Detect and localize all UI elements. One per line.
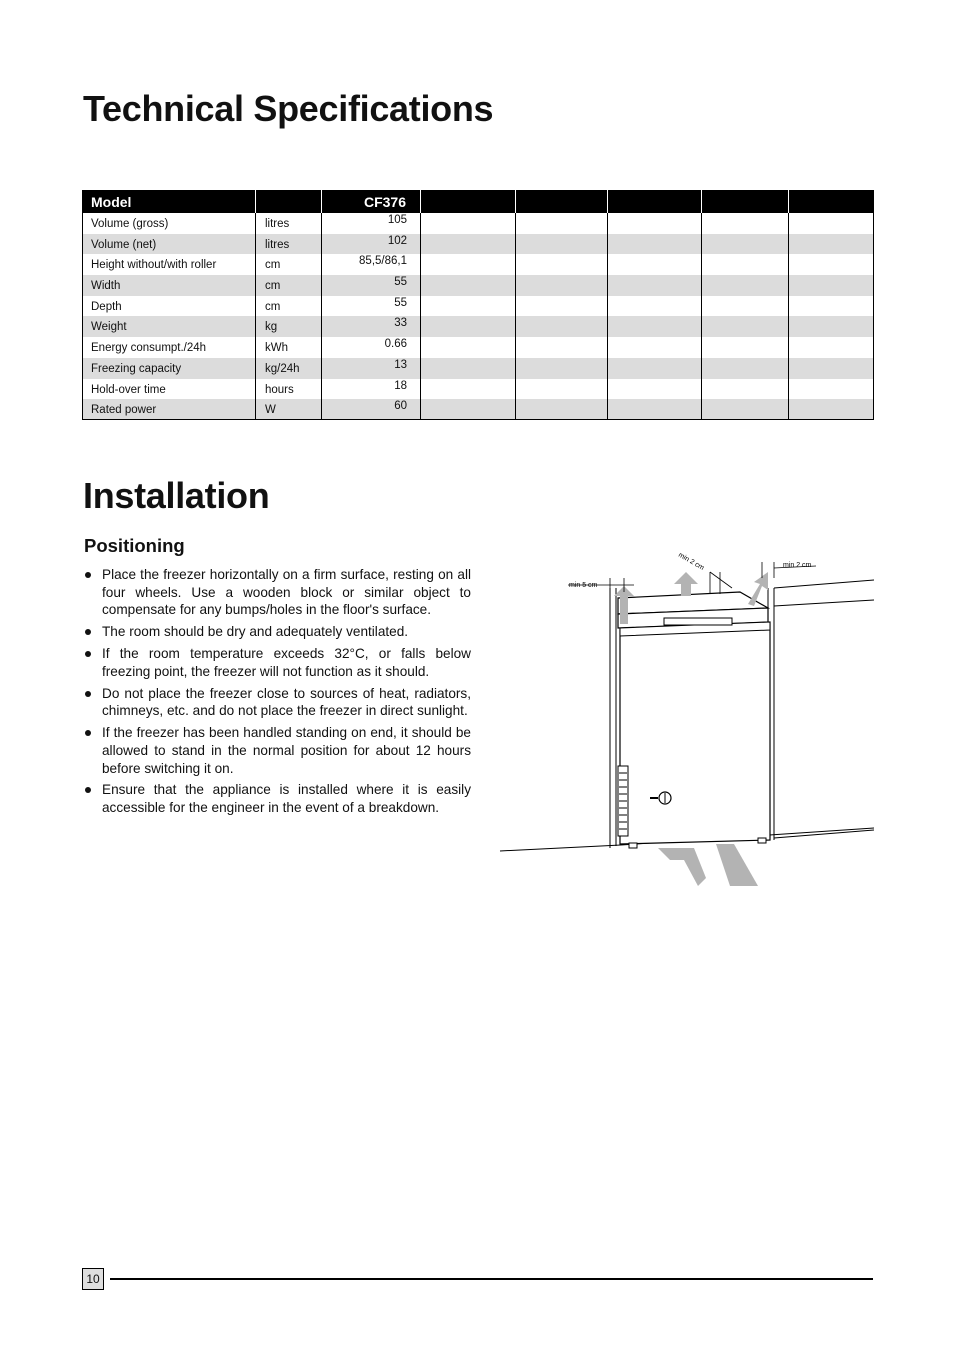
- empty-cell: [789, 234, 874, 255]
- empty-cell: [789, 316, 874, 337]
- empty-cell: [789, 337, 874, 358]
- spec-name-cell: Weight: [83, 316, 256, 337]
- spec-name-cell: Width: [83, 275, 256, 296]
- empty-cell: [608, 358, 702, 379]
- airflow-up-arrow-center: [674, 572, 698, 596]
- empty-cell: [516, 379, 608, 400]
- spec-value-cell: 102: [322, 234, 421, 255]
- empty-cell: [702, 399, 789, 420]
- empty-cell: [421, 379, 516, 400]
- list-item-text: Do not place the freezer close to sources of heat, radiators, chimneys, etc. and do not place the freezer in direct sunlight.: [102, 685, 471, 719]
- table-row: [83, 254, 874, 275]
- empty-cell: [702, 296, 789, 317]
- spec-name-cell: Hold-over time: [83, 379, 256, 400]
- empty-cell: [608, 296, 702, 317]
- empty-cell: [516, 296, 608, 317]
- spec-name-cell: Height without/with roller: [83, 254, 256, 275]
- table-row: [83, 358, 874, 379]
- empty-cell: [702, 358, 789, 379]
- empty-cell: [421, 275, 516, 296]
- empty-cell: [702, 275, 789, 296]
- empty-cell: [702, 379, 789, 400]
- empty-cell: [608, 379, 702, 400]
- bullet-icon: [85, 730, 91, 736]
- table-row: [83, 275, 874, 296]
- empty-cell: [789, 275, 874, 296]
- bullet-icon: [85, 651, 91, 657]
- empty-cell: [608, 337, 702, 358]
- empty-cell: [702, 337, 789, 358]
- specifications-table: [82, 190, 874, 420]
- empty-cell: [789, 379, 874, 400]
- bullet-icon: [85, 629, 91, 635]
- empty-cell: [702, 234, 789, 255]
- spec-unit-cell: W: [256, 399, 322, 420]
- empty-cell: [421, 316, 516, 337]
- header-empty-col: [516, 190, 608, 213]
- empty-cell: [608, 254, 702, 275]
- empty-cell: [516, 275, 608, 296]
- table-row: [83, 234, 874, 255]
- empty-cell: [702, 254, 789, 275]
- empty-cell: [516, 316, 608, 337]
- list-item: [84, 685, 471, 720]
- list-item-text: Place the freezer horizontally on a firm surface, resting on all four wheels. Use a wooden block or similar object to compensate for any bumps/holes in the floor's surface.: [102, 567, 471, 618]
- empty-cell: [608, 234, 702, 255]
- list-item: [84, 623, 471, 641]
- spec-value-cell: 18: [322, 379, 421, 400]
- header-model-value: CF376: [322, 190, 421, 213]
- empty-cell: [702, 316, 789, 337]
- spec-value-cell: 60: [322, 399, 421, 420]
- page-title-technical-specifications: Technical Specifications: [83, 88, 494, 129]
- dimension-line-top: [710, 572, 732, 588]
- spec-unit-cell: kWh: [256, 337, 322, 358]
- spec-unit-cell: kg/24h: [256, 358, 322, 379]
- list-item-text: The room should be dry and adequately ventilated.: [102, 624, 409, 640]
- empty-cell: [421, 358, 516, 379]
- spec-name-cell: Rated power: [83, 399, 256, 420]
- table-row: [83, 296, 874, 317]
- spec-value-cell: 55: [322, 275, 421, 296]
- spec-value-cell: 13: [322, 358, 421, 379]
- spec-unit-cell: cm: [256, 254, 322, 275]
- label-min-2cm-top: min 2 cm: [677, 551, 706, 572]
- list-item: [84, 781, 471, 816]
- list-item-text: Ensure that the appliance is installed where it is easily accessible for the engineer in the event of a breakdown.: [102, 782, 471, 816]
- empty-cell: [421, 234, 516, 255]
- label-min-5cm: min 5 cm: [569, 582, 598, 589]
- label-min-2cm-right: min 2 cm: [783, 562, 812, 569]
- page-number: 10: [82, 1268, 104, 1290]
- header-empty-col: [702, 190, 789, 213]
- header-empty-col: [789, 190, 874, 213]
- empty-cell: [608, 316, 702, 337]
- bullet-icon: [85, 691, 91, 697]
- table-row: [83, 399, 874, 420]
- empty-cell: [789, 399, 874, 420]
- freezer-foot: [629, 843, 637, 848]
- footer-rule: [110, 1278, 873, 1280]
- list-item-text: If the room temperature exceeds 32°C, or falls below freezing point, the freezer will not function as it should.: [102, 646, 471, 679]
- freezer-front-panel: [620, 622, 770, 844]
- airflow-up-arrow-right: [748, 572, 768, 606]
- spec-value-cell: 55: [322, 296, 421, 317]
- positioning-instructions-list: [84, 566, 471, 821]
- header-empty-col: [421, 190, 516, 213]
- empty-cell: [421, 213, 516, 234]
- bullet-icon: [85, 572, 91, 578]
- empty-cell: [516, 399, 608, 420]
- worktop-top: [774, 580, 874, 588]
- empty-cell: [421, 337, 516, 358]
- spec-unit-cell: hours: [256, 379, 322, 400]
- empty-cell: [421, 399, 516, 420]
- empty-cell: [608, 399, 702, 420]
- spec-value-cell: 105: [322, 213, 421, 234]
- worktop-front: [774, 600, 874, 606]
- spec-name-cell: Depth: [83, 296, 256, 317]
- table-row: [83, 379, 874, 400]
- header-unit-label: [256, 190, 322, 213]
- spec-unit-cell: kg: [256, 316, 322, 337]
- spec-unit-cell: litres: [256, 234, 322, 255]
- spec-name-cell: Energy consumpt./24h: [83, 337, 256, 358]
- section-title-installation: Installation: [83, 475, 270, 516]
- empty-cell: [608, 213, 702, 234]
- floor-line-left: [500, 845, 621, 851]
- empty-cell: [516, 234, 608, 255]
- header-empty-col: [608, 190, 702, 213]
- lid-handle: [664, 618, 732, 625]
- header-model-label: Model: [83, 190, 256, 213]
- empty-cell: [421, 296, 516, 317]
- airflow-in-arrow: [658, 848, 706, 886]
- table-row: [83, 337, 874, 358]
- spec-value-cell: 85,5/86,1: [322, 254, 421, 275]
- airflow-in-arrow: [716, 844, 758, 886]
- empty-cell: [516, 358, 608, 379]
- spec-value-cell: 0.66: [322, 337, 421, 358]
- empty-cell: [516, 254, 608, 275]
- spec-unit-cell: cm: [256, 296, 322, 317]
- list-item-text: If the freezer has been handled standing on end, it should be allowed to stand in the normal position for about 12 hours before switching it on.: [102, 725, 471, 776]
- table-row: [83, 316, 874, 337]
- spec-name-cell: Freezing capacity: [83, 358, 256, 379]
- spec-name-cell: Volume (gross): [83, 213, 256, 234]
- spec-unit-cell: litres: [256, 213, 322, 234]
- list-item: [84, 566, 471, 619]
- empty-cell: [516, 337, 608, 358]
- empty-cell: [516, 213, 608, 234]
- empty-cell: [608, 275, 702, 296]
- table-row: [83, 213, 874, 234]
- list-item: [84, 724, 471, 777]
- bullet-icon: [85, 787, 91, 793]
- spec-name-cell: Volume (net): [83, 234, 256, 255]
- subheading-positioning: Positioning: [84, 535, 185, 556]
- spec-unit-cell: cm: [256, 275, 322, 296]
- empty-cell: [789, 358, 874, 379]
- empty-cell: [702, 213, 789, 234]
- empty-cell: [789, 296, 874, 317]
- table-header-row: [83, 190, 874, 213]
- list-item: [84, 645, 471, 680]
- empty-cell: [421, 254, 516, 275]
- empty-cell: [789, 254, 874, 275]
- freezer-foot: [758, 838, 766, 843]
- spec-value-cell: 33: [322, 316, 421, 337]
- freezer-positioning-diagram: [498, 548, 874, 894]
- empty-cell: [789, 213, 874, 234]
